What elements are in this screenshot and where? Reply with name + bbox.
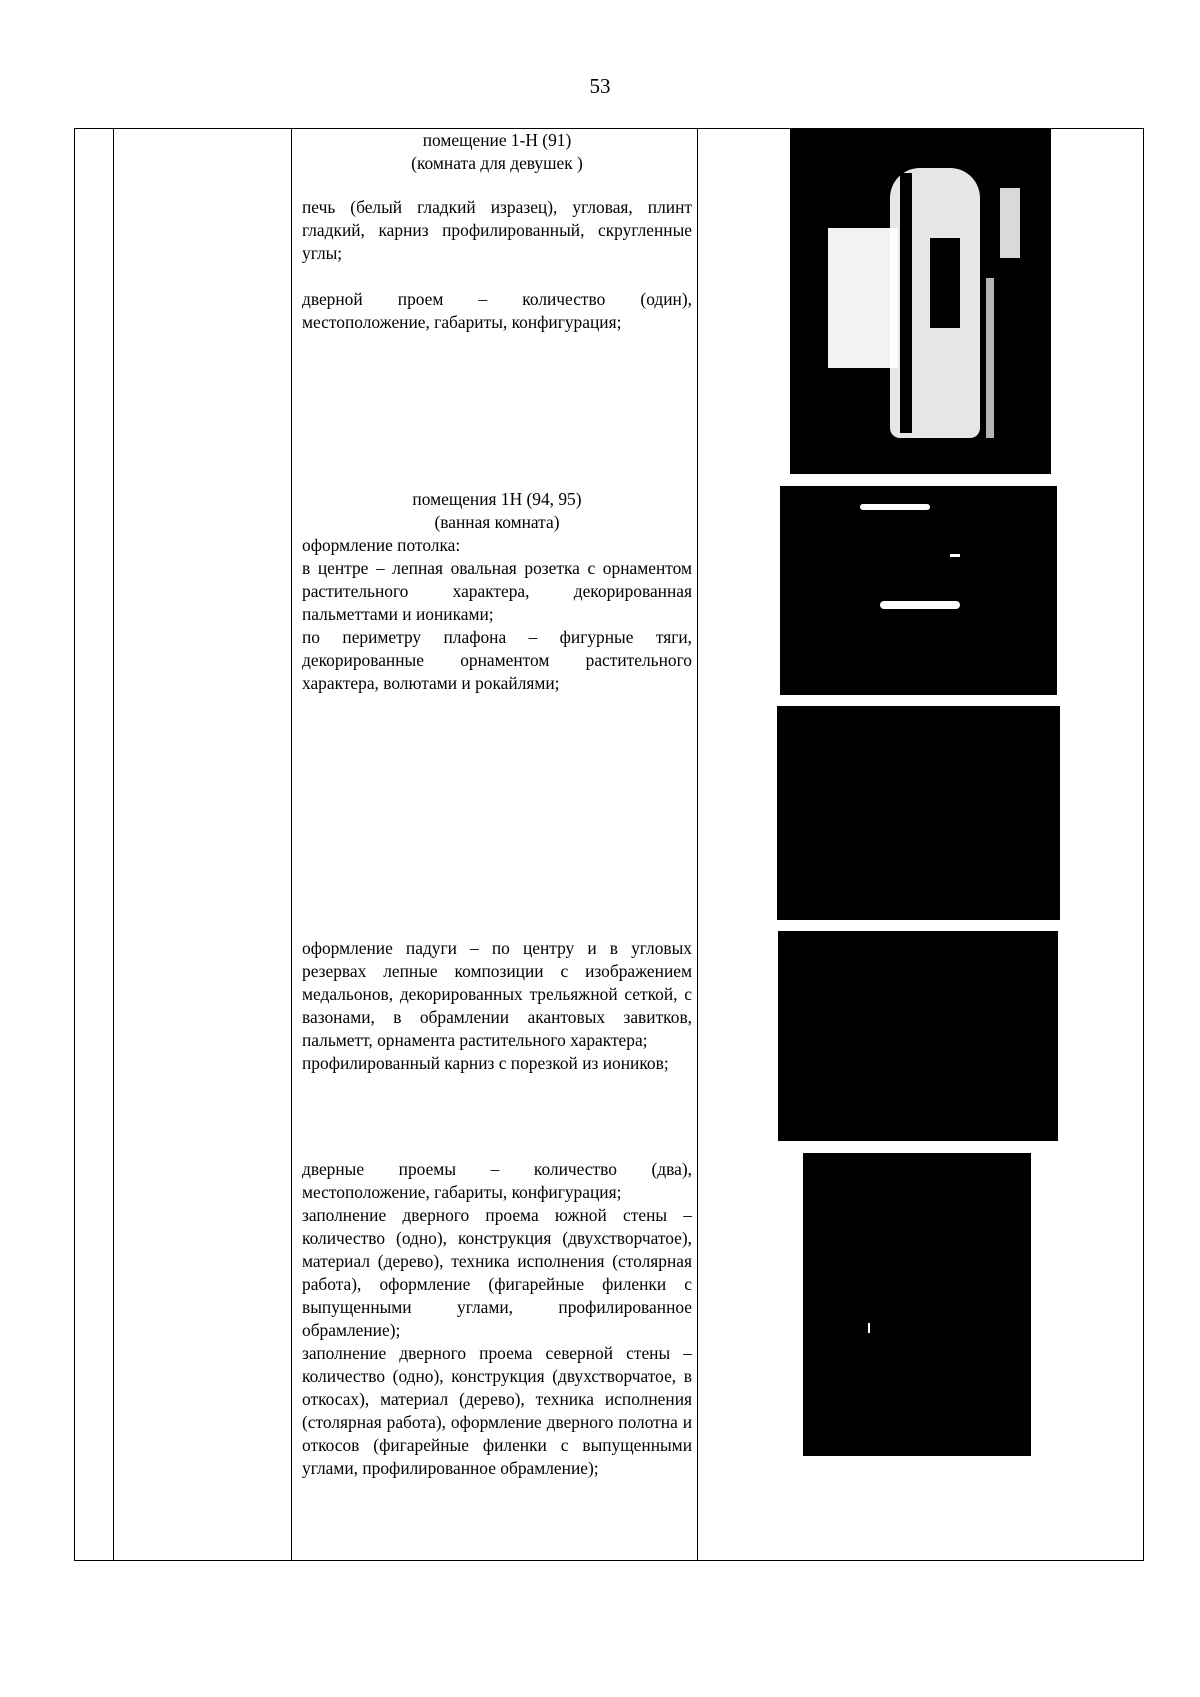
door-highlight — [868, 1323, 870, 1333]
doors-paragraph: заполнение дверного проема южной стены – количество (одно), конструкция (двухстворчатое), материал (дерево), техника исполнения (столярная работа), оформление (фигарейные филенки с выпущенными углами, профилированное обрамление); — [302, 1205, 692, 1340]
photo-door — [803, 1153, 1031, 1456]
room-91-paragraph: дверной проем – количество (один), местоположение, габариты, конфигурация; — [302, 289, 692, 332]
stove-edge-line — [900, 173, 912, 433]
doors-paragraph: дверные проемы – количество (два), местоположение, габариты, конфигурация; — [302, 1159, 692, 1202]
room-91-heading: помещение 1-Н (91) — [422, 130, 572, 150]
room-91-section — [302, 129, 692, 334]
photo-ceiling-perimeter — [777, 706, 1060, 920]
photo-stove — [790, 128, 1051, 474]
photo-ceiling-rosette — [780, 486, 1057, 695]
room-94-95-heading: помещения 1Н (94, 95) — [412, 489, 582, 509]
room-94-95-section — [302, 488, 692, 695]
photo-cove — [778, 931, 1058, 1141]
stove-side-strip — [986, 278, 994, 438]
ceiling-highlight — [860, 504, 930, 510]
doors-paragraph: заполнение дверного проема северной стены – количество (одно), конструкция (двухстворчатое, в откосах), материал (дерево), техника исполнения (столярная работа), оформление дверного полотна и откосов (фигарейные филенки с выпущенными углами, профилированное обрамление); — [302, 1343, 692, 1478]
room-94-95-subheading: (ванная комната) — [434, 512, 560, 532]
column-divider-1 — [113, 129, 114, 1560]
doors-section — [302, 1158, 692, 1480]
column-divider-3 — [697, 129, 698, 1560]
stove-side-light — [1000, 188, 1020, 258]
page-number: 53 — [589, 74, 611, 98]
ceiling-highlight — [880, 601, 960, 609]
room-91-paragraph: печь (белый гладкий изразец), угловая, плинт гладкий, карниз профилированный, скругленные углы; — [302, 197, 692, 263]
cove-paragraph: профилированный карниз с порезкой из иоников; — [302, 1053, 669, 1073]
stove-highlight — [828, 228, 898, 368]
column-divider-2 — [291, 129, 292, 1560]
ceiling-paragraph: по периметру плафона – фигурные тяги, декорированные орнаментом растительного характера, волютами и рокайлями; — [302, 627, 692, 693]
stove-shadow — [930, 238, 960, 328]
ceiling-highlight — [950, 554, 960, 557]
ceiling-paragraph: в центре – лепная овальная розетка с орнаментом растительного характера, декорированная пальметтами и иониками; — [302, 558, 692, 624]
cove-section — [302, 937, 692, 1075]
cove-paragraph: оформление падуги – по центру и в угловых резервах лепные композиции с изображением медальонов, декорированных трельяжной сеткой, с вазонами, в обрамлении акантовых завитков, пальметт, орнамента растительного характера; — [302, 938, 692, 1050]
ceiling-paragraph: оформление потолка: — [302, 535, 461, 555]
room-91-subheading: (комната для девушек ) — [411, 153, 583, 173]
